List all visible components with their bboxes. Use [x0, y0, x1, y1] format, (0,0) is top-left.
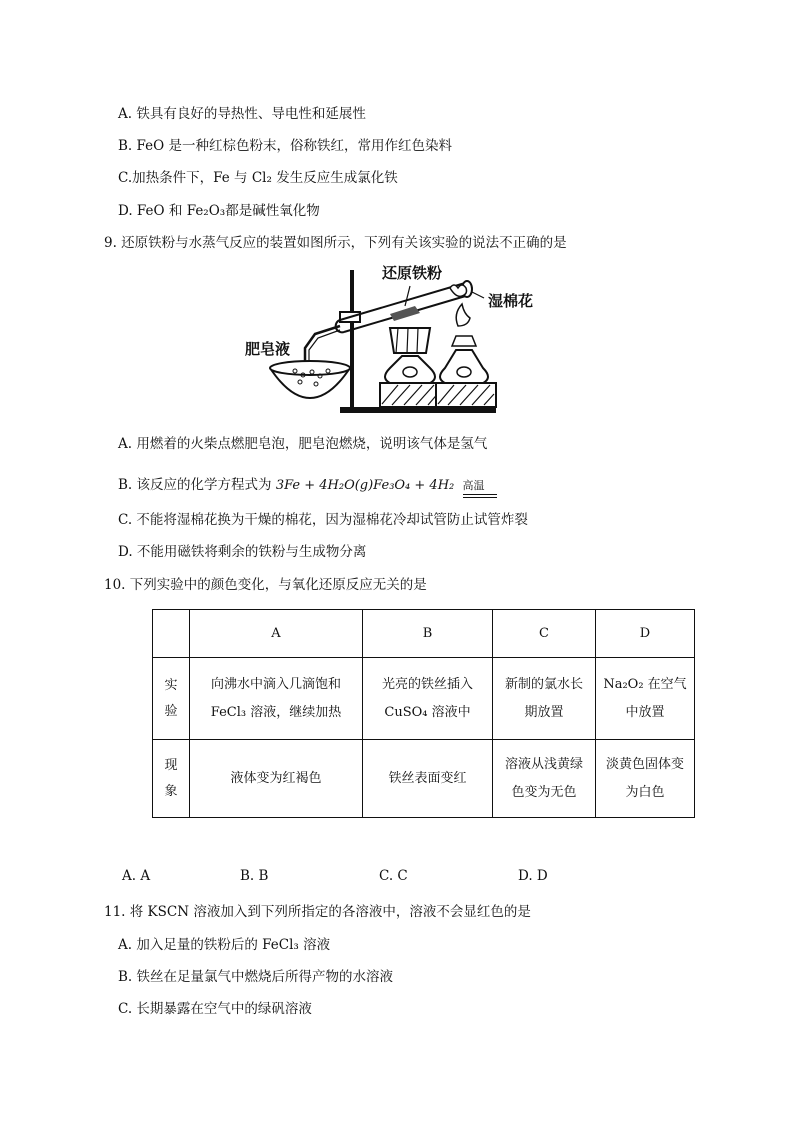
q9-option-d: D. 不能用磁铁将剩余的铁粉与生成物分离 — [118, 544, 367, 560]
alcohol-lamp-right — [436, 304, 496, 407]
q8-option-d: D. FeO 和 Fe₂O₃都是碱性氧化物 — [118, 203, 320, 219]
alcohol-lamp-left — [380, 328, 442, 407]
q8-option-c: C.加热条件下，Fe 与 Cl₂ 发生反应生成氯化铁 — [118, 170, 398, 186]
label-iron-powder: 还原铁粉 — [382, 264, 443, 282]
q10-answer-d: D. D — [518, 868, 548, 884]
header-cell — [153, 610, 190, 658]
header-cell: A — [190, 610, 363, 658]
row-label-phenomenon: 现 象 — [153, 740, 190, 818]
label-soap-solution: 肥皂液 — [245, 340, 291, 358]
header-cell: C — [493, 610, 596, 658]
table-cell: 光亮的铁丝插入 CuSO₄ 溶液中 — [363, 658, 493, 740]
reaction-condition: 高温 — [463, 477, 497, 498]
q10-stem: 10. 下列实验中的颜色变化，与氧化还原反应无关的是 — [104, 577, 427, 593]
q9-option-b — [118, 473, 497, 498]
table-cell: 向沸水中滴入几滴饱和 FeCl₃ 溶液，继续加热 — [190, 658, 363, 740]
table-cell: 淡黄色固体变 为白色 — [596, 740, 695, 818]
table-header-row — [153, 610, 695, 658]
q10-answer-c: C. C — [379, 868, 408, 884]
soap-basin — [270, 361, 350, 398]
q8-option-a: A. 铁具有良好的导热性、导电性和延展性 — [118, 106, 366, 122]
header-cell: D — [596, 610, 695, 658]
header-cell: B — [363, 610, 493, 658]
row-label-experiment: 实 验 — [153, 658, 190, 740]
stand-rod — [350, 270, 354, 410]
q9-stem: 9. 还原铁粉与水蒸气反应的装置如图所示，下列有关该实验的说法不正确的是 — [104, 235, 567, 251]
q8-option-b: B. FeO 是一种红棕色粉末，俗称铁红，常用作红色染料 — [118, 138, 452, 154]
q9-option-b-prefix: B. 该反应的化学方程式为 — [118, 477, 272, 493]
table-cell: Na₂O₂ 在空气 中放置 — [596, 658, 695, 740]
table-row — [153, 658, 695, 740]
experiment-table — [152, 609, 695, 818]
q11-option-c: C. 长期暴露在空气中的绿矾溶液 — [118, 1001, 312, 1017]
table-cell: 溶液从浅黄绿 色变为无色 — [493, 740, 596, 818]
q10-answer-a: A. A — [122, 868, 151, 884]
q11-option-a: A. 加入足量的铁粉后的 FeCl₃ 溶液 — [118, 937, 331, 953]
q11-stem: 11. 将 KSCN 溶液加入到下列所指定的各溶液中，溶液不会显红色的是 — [104, 904, 531, 920]
label-wet-cotton: 湿棉花 — [488, 292, 534, 310]
table-cell: 新制的氯水长 期放置 — [493, 658, 596, 740]
apparatus-figure — [240, 258, 570, 423]
table-row — [153, 740, 695, 818]
q9-option-a: A. 用燃着的火柴点燃肥皂泡，肥皂泡燃烧，说明该气体是氢气 — [118, 436, 488, 452]
q11-option-b: B. 铁丝在足量氯气中燃烧后所得产物的水溶液 — [118, 969, 394, 985]
table-cell: 液体变为红褐色 — [190, 740, 363, 818]
q9-option-b-formula: 3Fe + 4H₂O(g)Fe₃O₄ + 4H₂ — [275, 478, 455, 493]
table-cell: 铁丝表面变红 — [363, 740, 493, 818]
q9-option-c: C. 不能将湿棉花换为干燥的棉花，因为湿棉花冷却试管防止试管炸裂 — [118, 512, 528, 528]
q10-answer-b: B. B — [240, 868, 269, 884]
